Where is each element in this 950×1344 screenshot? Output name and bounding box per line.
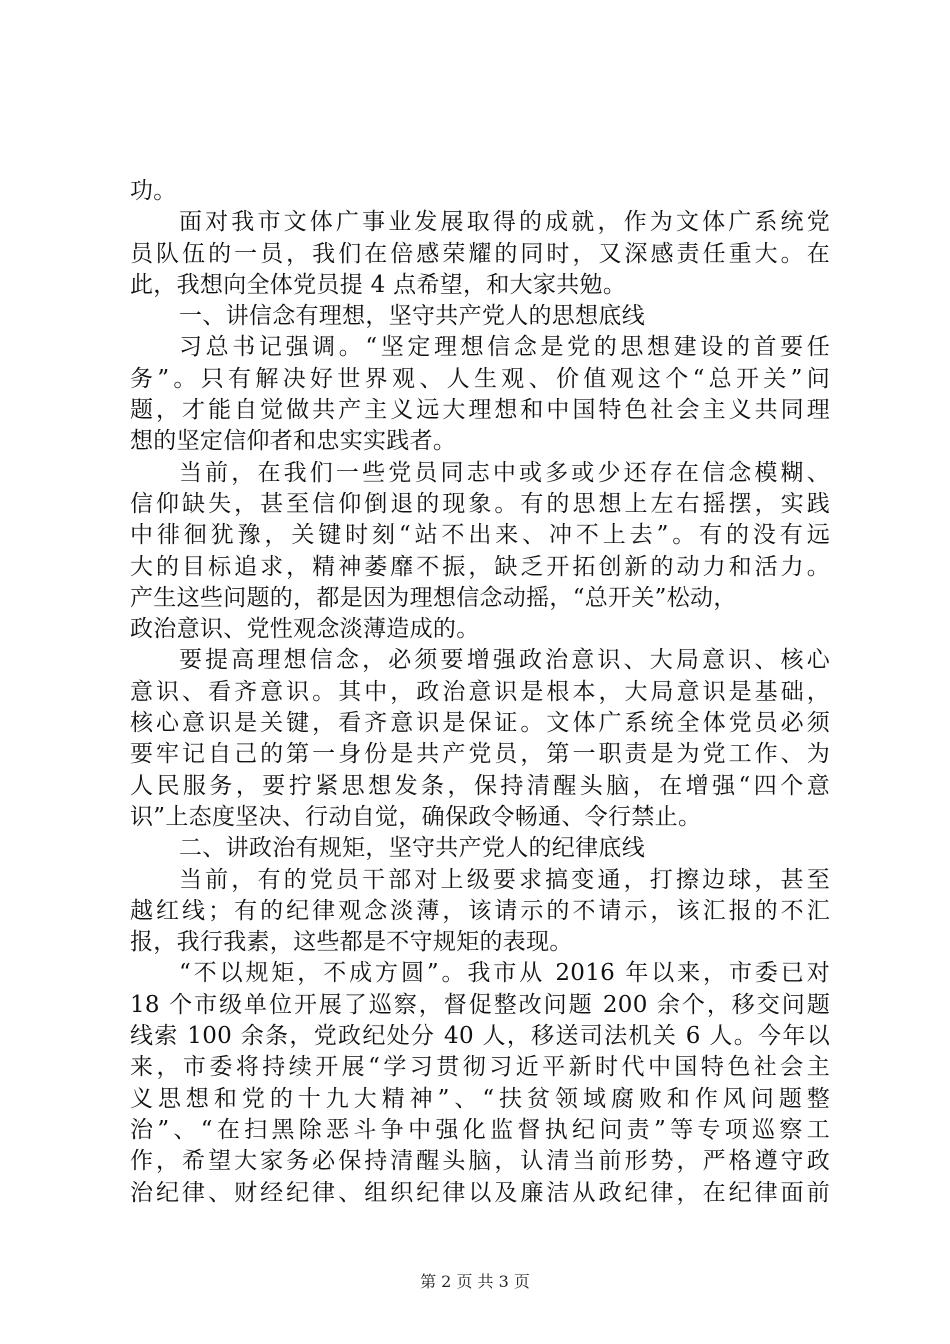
text-line: 越红线；有的纪律观念淡薄，该请示的不请示，该汇报的不汇 bbox=[130, 897, 830, 924]
text-line: 报，我行我素，这些都是不守规矩的表现。 bbox=[130, 929, 573, 956]
document-body bbox=[130, 176, 830, 1209]
paragraph-first-line: 当前，有的党员干部对上级要求搞变通，打擦边球，甚至 bbox=[179, 866, 830, 893]
text-line: 意识、看齐意识。其中，政治意识是根本，大局意识是基础， bbox=[130, 678, 830, 705]
paragraph-first-line: “不以规矩，不成方圆”。我市从 2016 年以来，市委已对 bbox=[179, 960, 830, 987]
text-line: 员队伍的一员，我们在倍感荣耀的同时，又深感责任重大。在 bbox=[130, 240, 830, 267]
text-line: 识”上态度坚决、行动自觉，确保政令畅通、令行禁止。 bbox=[130, 803, 702, 830]
text-line: 18 个市级单位开展了巡察，督促整改问题 200 余个，移交问题 bbox=[130, 991, 830, 1018]
text-line: 核心意识是关键，看齐意识是保证。文体广系统全体党员必须 bbox=[130, 710, 830, 737]
text-line: 治纪律、财经纪律、组织纪律以及廉洁从政纪律，在纪律面前 bbox=[130, 1179, 830, 1206]
text-line: 想的坚定信仰者和忠实实践者。 bbox=[130, 428, 457, 455]
section-heading: 二、讲政治有规矩，坚守共产党人的纪律底线 bbox=[179, 835, 645, 862]
text-line: 作，希望大家务必保持清醒头脑，认清当前形势，严格遵守政 bbox=[130, 1148, 830, 1175]
paragraph-first-line: 要提高理想信念，必须要增强政治意识、大局意识、核心 bbox=[179, 647, 830, 674]
text-line: 题，才能自觉做共产主义远大理想和中国特色社会主义共同理 bbox=[130, 397, 830, 424]
paragraph-first-line: 习总书记强调。“坚定理想信念是党的思想建设的首要任 bbox=[179, 334, 830, 361]
text-line: 来，市委将持续开展“学习贯彻习近平新时代中国特色社会主 bbox=[130, 1054, 830, 1081]
text-line: 线索 100 余条，党政纪处分 40 人，移送司法机关 6 人。今年以 bbox=[130, 1023, 830, 1050]
text-line: 此，我想向全体党员提 4 点希望，和大家共勉。 bbox=[130, 271, 627, 298]
text-line: 中徘徊犹豫，关键时刻“站不出来、冲不上去”。有的没有远 bbox=[130, 522, 830, 549]
text-line: 信仰缺失，甚至信仰倒退的现象。有的思想上左右摇摆，实践 bbox=[130, 490, 830, 517]
section-heading: 一、讲信念有理想，坚守共产党人的思想底线 bbox=[179, 303, 645, 330]
text-line: 要牢记自己的第一身份是共产党员，第一职责是为党工作、为 bbox=[130, 741, 830, 768]
text-line: 产生这些问题的，都是因为理想信念动摇，“总开关”松动， bbox=[130, 584, 737, 611]
text-line: 大的目标追求，精神萎靡不振，缺乏开拓创新的动力和活力。 bbox=[130, 553, 830, 580]
text-line: 功。 bbox=[130, 178, 177, 204]
text-line: 治”、“在扫黑除恶斗争中强化监督执纪问责”等专项巡察工 bbox=[130, 1116, 830, 1143]
text-line: 义思想和党的十九大精神”、“扶贫领域腐败和作风问题整 bbox=[130, 1085, 830, 1112]
text-line: 人民服务，要拧紧思想发条，保持清醒头脑，在增强“四个意 bbox=[130, 772, 830, 799]
paragraph-first-line: 面对我市文体广事业发展取得的成就，作为文体广系统党 bbox=[179, 209, 830, 236]
paragraph-first-line: 当前，在我们一些党员同志中或多或少还存在信念模糊、 bbox=[179, 459, 830, 486]
text-line: 务”。只有解决好世界观、人生观、价值观这个“总开关”问 bbox=[130, 365, 830, 392]
page-number-footer: 第 2 页 共 3 页 bbox=[420, 1272, 530, 1291]
text-line: 政治意识、党性观念淡薄造成的。 bbox=[130, 616, 480, 643]
